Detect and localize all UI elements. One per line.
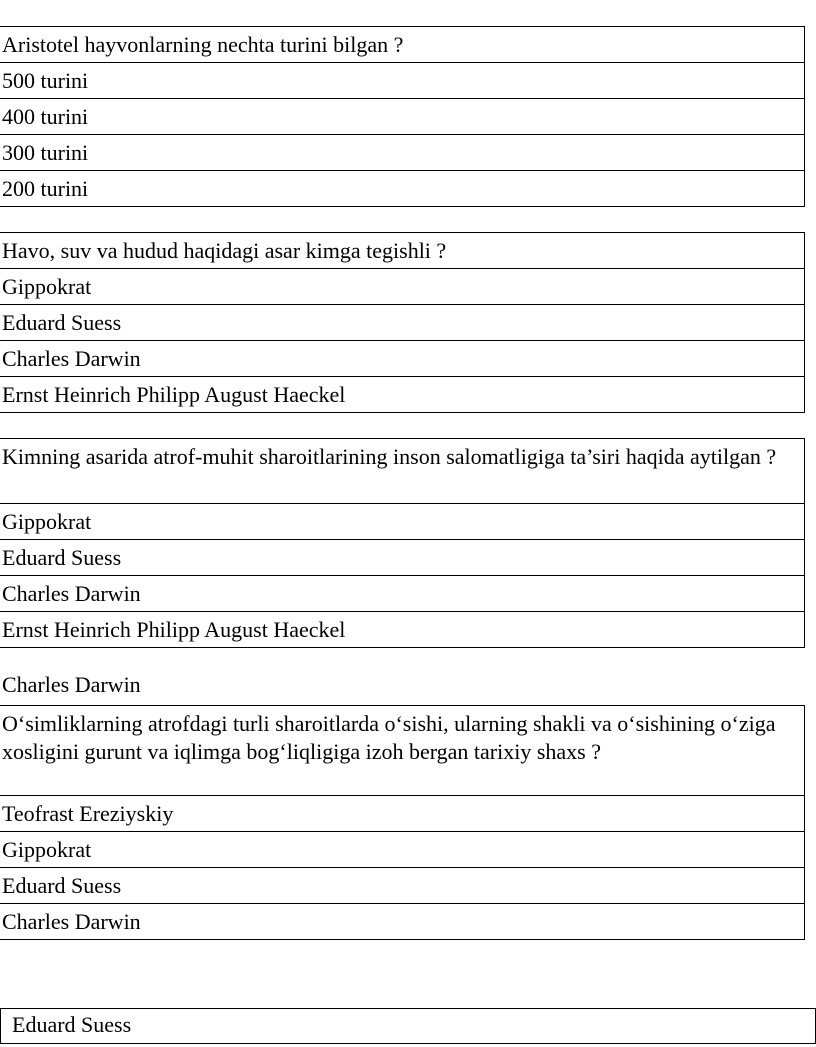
answer-option[interactable]: Charles Darwin xyxy=(0,341,804,377)
question-text: Aristotel hayvonlarning nechta turini bilgan ? xyxy=(0,27,804,63)
answer-option[interactable]: Ernst Heinrich Philipp August Haeckel xyxy=(0,612,804,648)
question-text: Kimning asarida atrof-muhit sharoitlarining inson salomatligiga ta’siri haqida aytilgan ? xyxy=(0,439,804,504)
answer-option[interactable]: Ernst Heinrich Philipp August Haeckel xyxy=(0,377,804,413)
answer-option[interactable]: Charles Darwin xyxy=(0,576,804,612)
answer-option[interactable]: Eduard Suess xyxy=(0,868,804,904)
answer-option[interactable]: 400 turini xyxy=(0,99,804,135)
question-text: O‘simliklarning atrofdagi turli sharoitlarda o‘sishi, ularning shakli va o‘sishining o‘ziga xosligini gurunt va iqlimga bog‘liqligiga izoh bergan tarixiy shaxs ? xyxy=(0,706,804,796)
answer-option[interactable]: Teofrast Ereziyskiy xyxy=(0,796,804,832)
answer-box[interactable]: Eduard Suess xyxy=(0,1008,816,1044)
answer-option[interactable]: Gippokrat xyxy=(0,504,804,540)
answer-option[interactable]: Eduard Suess xyxy=(0,305,804,341)
question-text: Havo, suv va hudud haqidagi asar kimga tegishli ? xyxy=(0,233,804,269)
answer-option[interactable]: 300 turini xyxy=(0,135,804,171)
answer-option[interactable]: Charles Darwin xyxy=(0,904,804,940)
answer-option[interactable]: Gippokrat xyxy=(0,269,804,305)
answer-option[interactable]: Eduard Suess xyxy=(0,540,804,576)
answer-option[interactable]: 500 turini xyxy=(0,63,804,99)
question-block-3 xyxy=(0,438,805,648)
question-block-1 xyxy=(0,26,805,207)
question-block-4 xyxy=(0,705,805,940)
loose-answer-text: Charles Darwin xyxy=(2,672,141,697)
answer-option[interactable]: Gippokrat xyxy=(0,832,804,868)
answer-option[interactable]: 200 turini xyxy=(0,171,804,207)
question-block-2 xyxy=(0,232,805,413)
